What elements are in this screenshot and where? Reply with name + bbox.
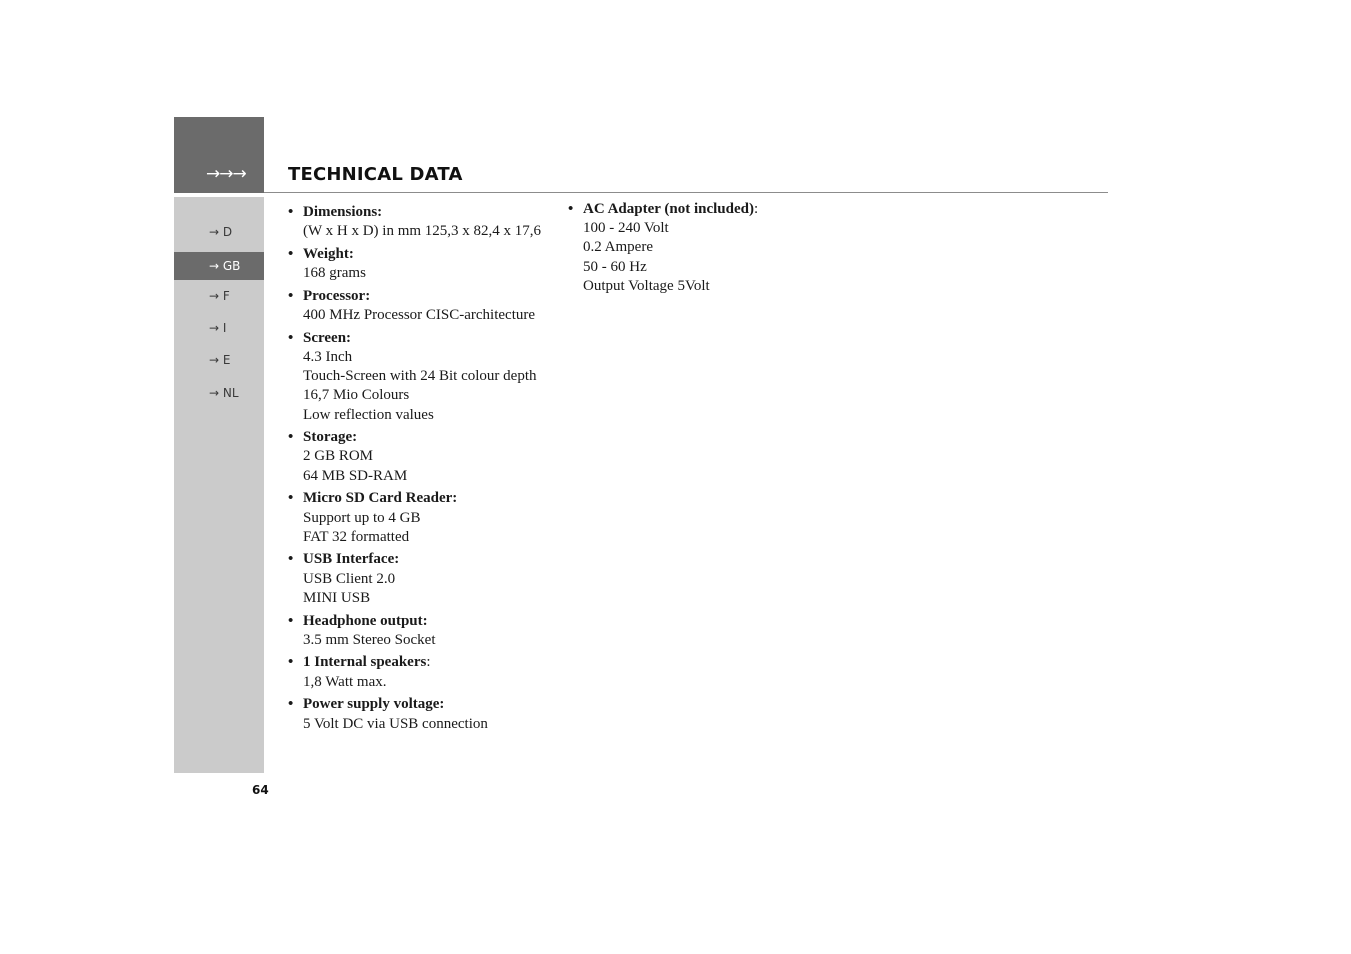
page-title: TECHNICAL DATA <box>288 164 463 185</box>
spec-value: 0.2 Ampere <box>583 239 653 256</box>
spec-label: Storage: <box>303 429 358 446</box>
bullet-icon: • <box>288 696 294 713</box>
spec-value: (W x H x D) in mm 125,3 x 82,4 x 17,6 <box>303 223 542 240</box>
sidebar-item-label: → NL <box>209 386 239 400</box>
spec-value: USB Client 2.0 <box>303 570 396 587</box>
spec-label: Weight: <box>303 245 354 262</box>
spec-heading <box>303 203 563 222</box>
page-number: 64 <box>252 783 269 797</box>
spec-heading <box>303 428 563 447</box>
bullet-icon: • <box>288 654 294 671</box>
spec-label: Micro SD Card Reader: <box>303 490 458 507</box>
spec-item <box>288 287 563 325</box>
spec-heading <box>303 287 563 306</box>
bullet-icon: • <box>288 204 294 220</box>
bullet-icon: • <box>568 201 574 217</box>
spec-value: FAT 32 formatted <box>303 528 410 545</box>
bullet-icon: • <box>288 429 294 446</box>
spec-item <box>288 695 563 733</box>
spec-heading <box>303 612 563 631</box>
spec-item <box>288 653 563 691</box>
spec-label: Power supply voltage: <box>303 696 445 713</box>
spec-value: 2 GB ROM <box>303 448 374 465</box>
spec-value: 400 MHz Processor CISC-architecture <box>303 307 536 324</box>
spec-label: Headphone output: <box>303 612 428 629</box>
sidebar-item-e[interactable] <box>174 346 264 374</box>
spec-value: Low reflection values <box>303 406 434 423</box>
spec-heading <box>303 550 563 569</box>
spec-item <box>288 203 563 241</box>
spec-label: 1 Internal speakers <box>303 654 427 671</box>
bullet-icon: • <box>288 287 294 304</box>
sidebar-item-gb[interactable] <box>174 252 264 280</box>
spec-value: 3.5 mm Stereo Socket <box>303 631 436 648</box>
spec-value: 4.3 Inch <box>303 348 353 365</box>
spec-label: Dimensions: <box>303 204 383 220</box>
spec-value: 100 - 240 Volt <box>583 220 669 237</box>
bullet-icon: • <box>288 551 294 568</box>
spec-heading <box>303 695 563 714</box>
spec-item <box>288 329 563 425</box>
spec-item <box>568 200 868 296</box>
sidebar-item-label: → GB <box>209 259 241 273</box>
sidebar-item-d[interactable] <box>174 218 264 246</box>
sidebar-item-label: → I <box>209 321 227 335</box>
spec-heading <box>303 489 563 508</box>
title-divider <box>264 192 1108 193</box>
sidebar-item-label: → F <box>209 289 230 303</box>
sidebar-item-f[interactable] <box>174 282 264 310</box>
bullet-icon: • <box>288 490 294 507</box>
spec-list-left <box>288 203 563 737</box>
spec-list-right <box>568 200 868 300</box>
spec-label: Processor: <box>303 287 371 304</box>
spec-value: 1,8 Watt max. <box>303 673 387 690</box>
spec-heading <box>583 200 868 219</box>
language-sidebar <box>174 197 264 773</box>
sidebar-item-label: → E <box>209 353 231 367</box>
bullet-icon: • <box>288 612 294 629</box>
spec-value: 16,7 Mio Colours <box>303 387 410 404</box>
spec-value: 5 Volt DC via USB connection <box>303 715 488 732</box>
spec-value: Output Voltage 5Volt <box>583 277 710 294</box>
spec-item <box>288 428 563 486</box>
spec-heading <box>303 245 563 264</box>
spec-value: 168 grams <box>303 265 366 282</box>
spec-item <box>288 245 563 283</box>
header-arrows-icon: →→→ <box>206 164 246 184</box>
spec-item <box>288 612 563 650</box>
spec-value: MINI USB <box>303 589 371 606</box>
spec-item <box>288 550 563 608</box>
sidebar-item-label: → D <box>209 225 233 239</box>
spec-label: Screen: <box>303 329 352 346</box>
spec-item <box>288 489 563 547</box>
spec-label: USB Interface: <box>303 551 400 568</box>
spec-label-suffix: : <box>426 654 431 671</box>
spec-value: Touch-Screen with 24 Bit colour depth <box>303 368 537 385</box>
spec-value: 50 - 60 Hz <box>583 258 647 275</box>
spec-heading <box>303 653 563 672</box>
spec-heading <box>303 329 563 348</box>
sidebar-item-nl[interactable] <box>174 379 264 407</box>
spec-label-suffix: : <box>754 201 759 217</box>
spec-value: Support up to 4 GB <box>303 509 421 526</box>
bullet-icon: • <box>288 245 294 262</box>
spec-value: 64 MB SD-RAM <box>303 467 408 484</box>
spec-label: AC Adapter (not included) <box>583 201 754 217</box>
bullet-icon: • <box>288 329 294 346</box>
sidebar-item-i[interactable] <box>174 314 264 342</box>
